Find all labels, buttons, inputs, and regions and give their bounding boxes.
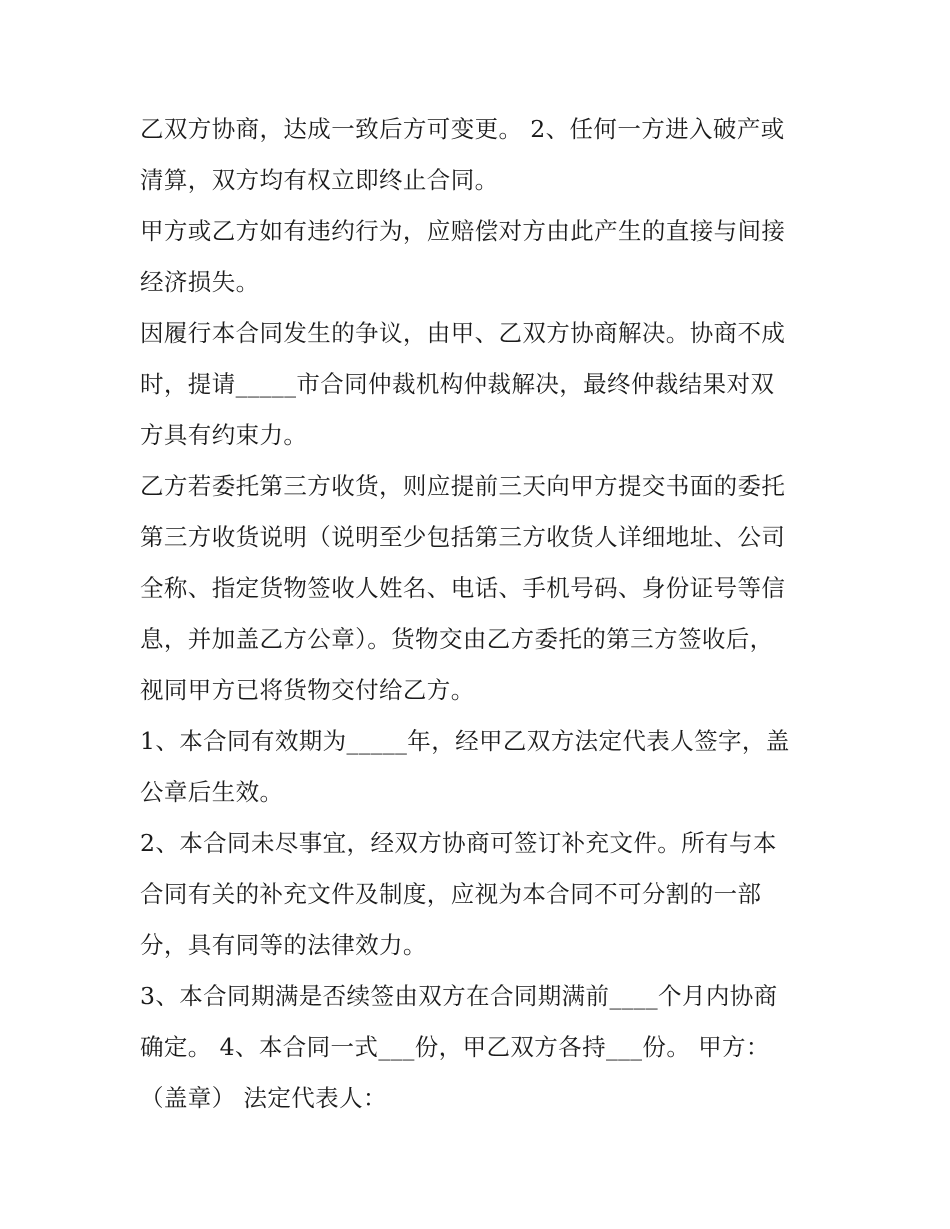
text-line: （盖章） 法定代表人： xyxy=(140,1084,387,1112)
document-body xyxy=(140,104,830,1124)
text-line: 乙方若委托第三方收货，则应提前三天向甲方提交书面的委托 xyxy=(140,472,786,500)
text-line: 合同有关的补充文件及制度，应视为本合同不可分割的一部 xyxy=(140,880,762,908)
text-line: 时，提请_____市合同仲裁机构仲裁解决，最终仲裁结果对双 xyxy=(140,370,775,398)
text-line: 确定。 4、本合同一式___份，甲乙双方各持___份。 甲方： xyxy=(140,1033,770,1061)
text-line: 方具有约束力。 xyxy=(140,421,308,449)
text-line: 甲方或乙方如有违约行为，应赔偿对方由此产生的直接与间接 xyxy=(140,217,786,245)
text-line: 2、本合同未尽事宜，经双方协商可签订补充文件。所有与本 xyxy=(140,829,777,857)
text-line: 第三方收货说明（说明至少包括第三方收货人详细地址、公司 xyxy=(140,523,786,551)
text-line: 分，具有同等的法律效力。 xyxy=(140,931,427,959)
text-line: 乙双方协商，达成一致后方可变更。 2、任何一方进入破产或 xyxy=(140,115,785,143)
text-line: 公章后生效。 xyxy=(140,778,284,806)
text-line: 视同甲方已将货物交付给乙方。 xyxy=(140,676,475,704)
text-line: 因履行本合同发生的争议，由甲、乙双方协商解决。协商不成 xyxy=(140,319,786,347)
text-line: 息，并加盖乙方公章）。货物交由乙方委托的第三方签收后， xyxy=(140,625,774,653)
text-line: 全称、指定货物签收人姓名、电话、手机号码、身份证号等信 xyxy=(140,574,786,602)
text-line: 经济损失。 xyxy=(140,268,260,296)
text-line: 清算，双方均有权立即终止合同。 xyxy=(140,166,499,194)
text-line: 1、本合同有效期为_____年，经甲乙双方法定代表人签字，盖 xyxy=(140,727,790,755)
text-line: 3、本合同期满是否续签由双方在合同期满前____个月内协商 xyxy=(140,982,778,1010)
